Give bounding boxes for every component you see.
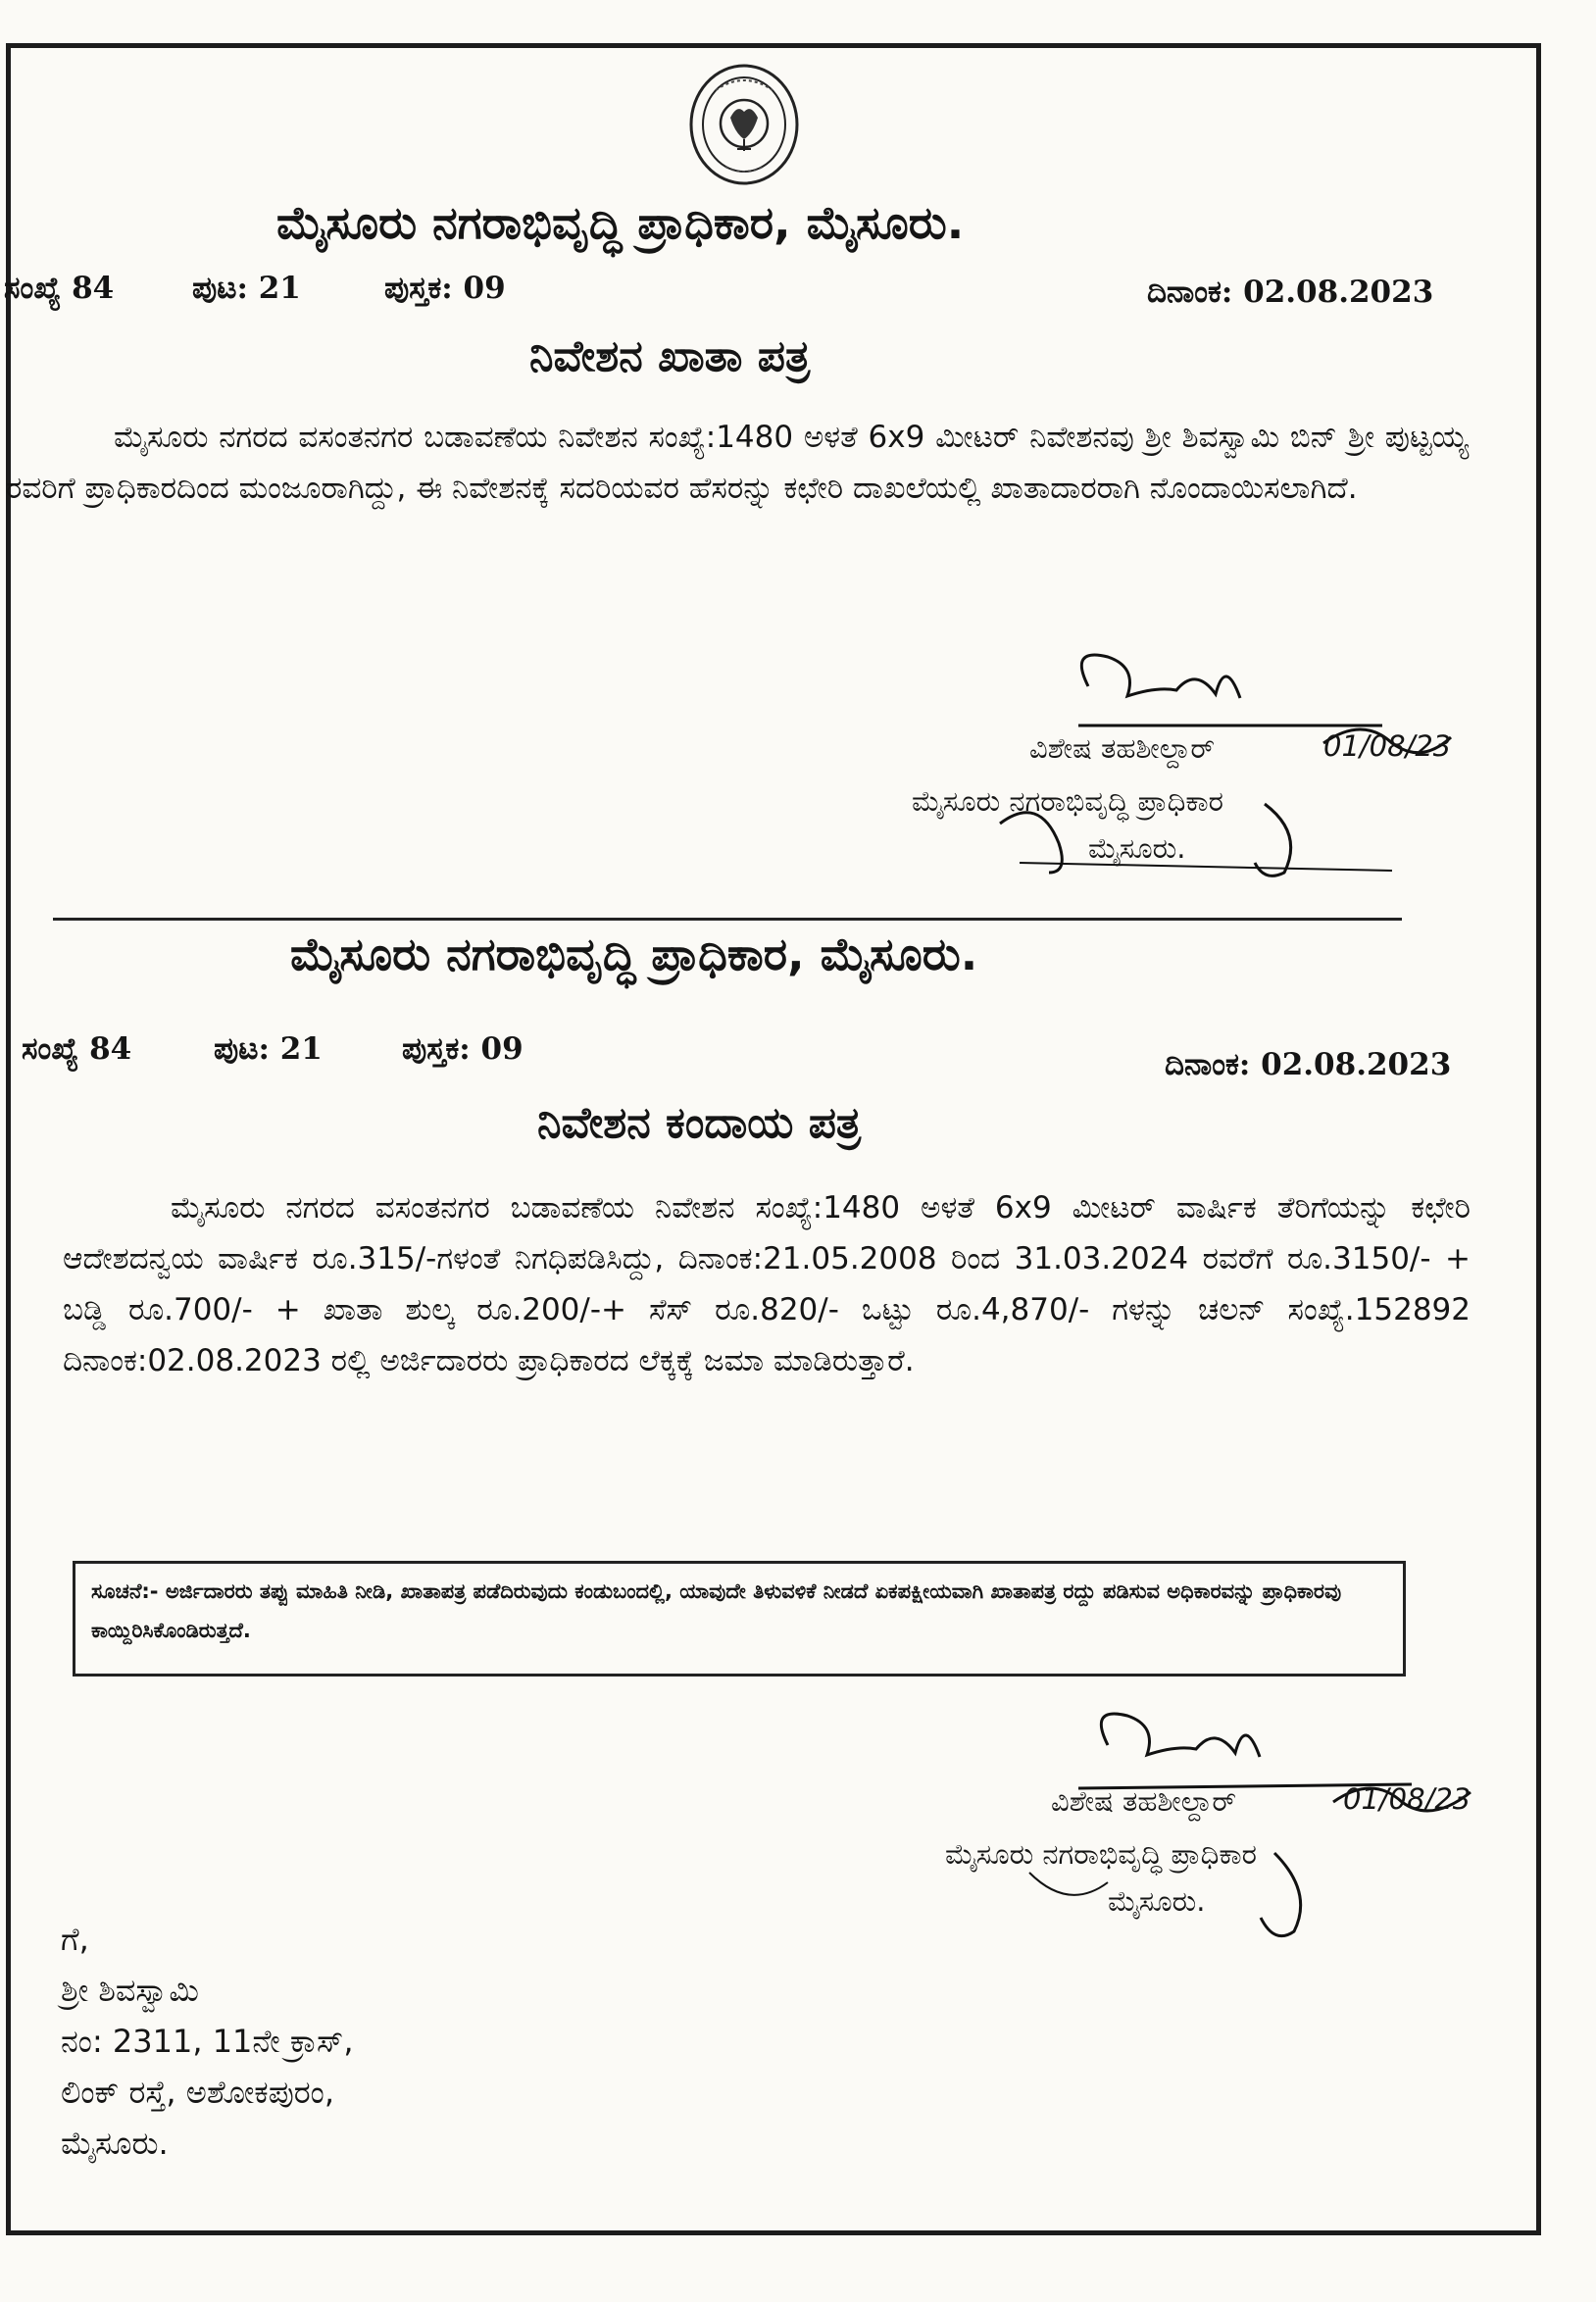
address-block (61, 1914, 354, 2169)
khata-title: ನಿವೇಶನ ಖಾತಾ ಪತ್ರ (529, 331, 811, 381)
notice-text: ಸೂಚನೆ:- ಅರ್ಜಿದಾರರು ತಪ್ಪು ಮಾಹಿತಿ ನೀಡಿ, ಖಾತಾಪತ್ರ ಪಡೆದಿರುವುದು ಕಂಡುಬಂದಲ್ಲಿ, ಯಾವುದೇ ತಿಳುವಳಿಕೆ ನೀಡದೆ ಏಕಪಕ್ಷೀಯವಾಗಿ ಖಾತಾಪತ್ರ ರದ್ದು ಪಡಿಸುವ ಅಧಿಕಾರವನ್ನು ಪ್ರಾಧಿಕಾರವು ಕಾಯ್ದಿರಿಸಿಕೊಂಡಿರುತ್ತದೆ. (91, 1579, 1342, 1642)
kandaya-body: ಮೈಸೂರು ನಗರದ ವಸಂತನಗರ ಬಡಾವಣೆಯ ನಿವೇಶನ ಸಂಖ್ಯೆ:1480 ಅಳತೆ 6x9 ಮೀಟರ್ ವಾರ್ಷಿಕ ತೆರಿಗೆಯನ್ನು ಕಛೇರಿ ಆದೇಶದನ್ವಯ ವಾರ್ಷಿಕ ರೂ.315/-ಗಳಂತೆ ನಿಗಧಿಪಡಿಸಿದ್ದು, ದಿನಾಂಕ:21.05.2008 ರಿಂದ 31.03.2024 ರವರೆಗೆ ರೂ.3150/- + ಬಡ್ಡಿ ರೂ.700/- + ಖಾತಾ ಶುಲ್ಕ ರೂ.200/-+ ಸೆಸ್ ರೂ.820/- ಒಟ್ಟು ರೂ.4,870/- ಗಳನ್ನು ಚಲನ್ ಸಂಖ್ಯೆ.152892 ದಿನಾಂಕ:02.08.2023 ರಲ್ಲಿ ಅರ್ಜಿದಾರರು ಪ್ರಾಧಿಕಾರದ ಲೆಕ್ಕಕ್ಕೆ ಜಮಾ ಮಾಡಿರುತ್ತಾರೆ. (63, 1190, 1471, 1378)
signatory-designation-1: ವಿಶೇಷ ತಹಶೀಲ್ದಾರ್ (1029, 731, 1216, 765)
signatory-city-1: ಮೈಸೂರು. (1088, 831, 1186, 865)
address-line-1: ನಂ: 2311, 11ನೇ ಕ್ರಾಸ್, (61, 2023, 354, 2060)
khata-body: ಮೈಸೂರು ನಗರದ ವಸಂತನಗರ ಬಡಾವಣೆಯ ನಿವೇಶನ ಸಂಖ್ಯೆ:1480 ಅಳತೆ 6x9 ಮೀಟರ್ ನಿವೇಶನವು ಶ್ರೀ ಶಿವಸ್ವಾಮಿ ಬಿನ್ ಶ್ರೀ ಪುಟ್ಟಯ್ಯ ರವರಿಗೆ ಪ್ರಾಧಿಕಾರದಿಂದ ಮಂಜೂರಾಗಿದ್ದು, ಈ ನಿವೇಶನಕ್ಕೆ ಸದರಿಯವರ ಹೆಸರನ್ನು ಕಛೇರಿ ದಾಖಲೆಯಲ್ಲಿ ಖಾತಾದಾರರಾಗಿ ನೊಂದಾಯಿಸಲಾಗಿದೆ. (6, 420, 1469, 506)
signatory-handwritten-date-1: 01/08/23 (1323, 729, 1452, 763)
address-name: ಶ್ರೀ ಶಿವಸ್ವಾಮಿ (61, 1972, 200, 2009)
record-number: ಸಂಖ್ಯೆ 84 (4, 271, 115, 306)
signatory-designation-2: ವಿಶೇಷ ತಹಶೀಲ್ದಾರ್ (1051, 1784, 1237, 1818)
signatory-handwritten-date-2: 01/08/23 (1343, 1782, 1471, 1816)
record-date-2: ದಿನಾಂಕ: 02.08.2023 (1165, 1047, 1452, 1082)
address-line-2: ಲಿಂಕ್ ರಸ್ತೆ, ಅಶೋಕಪುರಂ, (61, 2074, 335, 2111)
record-number-2: ಸಂಖ್ಯೆ 84 (22, 1031, 132, 1067)
signature-block-2 (941, 1686, 1529, 1951)
address-line-3: ಮೈಸೂರು. (61, 2125, 169, 2162)
signatory-city-2: ಮೈಸೂರು. (1108, 1884, 1206, 1918)
signatory-office-2: ಮೈಸೂರು ನಗರಾಭಿವೃದ್ಧಿ ಪ್ರಾಧಿಕಾರ (945, 1837, 1257, 1871)
record-page: ಪುಟ: 21 (192, 271, 301, 306)
authority-heading: ಮೈಸೂರು ನಗರಾಭಿವೃದ್ಧಿ ಪ್ರಾಧಿಕಾರ, ಮೈಸೂರು. (276, 196, 965, 249)
record-date: ದಿನಾಂಕ: 02.08.2023 (1147, 275, 1434, 310)
signature-block-1 (902, 627, 1510, 892)
kandaya-title: ನಿವೇಶನ ಕಂದಾಯ ಪತ್ರ (537, 1098, 862, 1148)
notice-box (73, 1561, 1406, 1676)
record-book: ಪುಸ್ತಕ: 09 (384, 271, 506, 306)
address-to: ಗೆ, (61, 1921, 89, 1958)
authority-heading-2: ಮೈಸೂರು ನಗರಾಭಿವೃದ್ಧಿ ಪ್ರಾಧಿಕಾರ, ಮೈಸೂರು. (290, 927, 978, 980)
signatory-office-1: ಮೈಸೂರು ನಗರಾಭಿವೃದ್ಧಿ ಪ್ರಾಧಿಕಾರ (912, 784, 1223, 818)
record-book-2: ಪುಸ್ತಕ: 09 (402, 1031, 524, 1067)
record-page-2: ಪುಟ: 21 (214, 1031, 323, 1067)
section-divider (53, 918, 1402, 921)
authority-seal (686, 61, 802, 188)
